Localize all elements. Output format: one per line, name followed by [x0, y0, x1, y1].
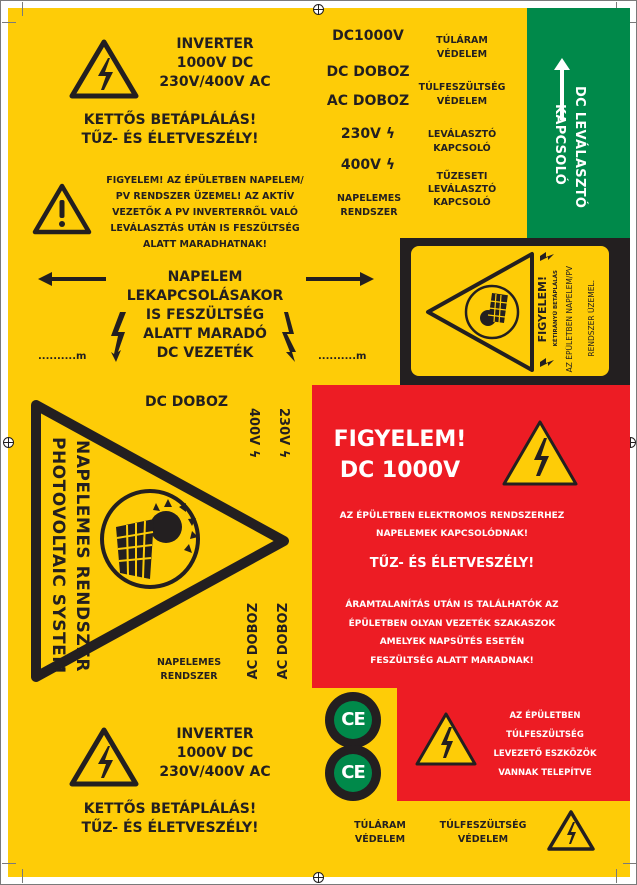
title-line: 1000V DC	[176, 55, 254, 71]
label-400v-rotated: 400V ϟ	[246, 408, 261, 459]
label-dc1000v: DC1000V	[332, 28, 404, 44]
surge-label-text	[480, 707, 610, 783]
cable-line: ALATT MARADÓ	[143, 326, 267, 342]
dc-disconnect-line2: KAPCSOLÓ	[552, 104, 567, 186]
exclamation-triangle-icon	[31, 182, 93, 236]
cable-line: LEKAPCSOLÁSAKOR	[126, 288, 284, 304]
title-line: INVERTER	[176, 726, 254, 742]
title-line: 230V/400V AC	[159, 74, 271, 90]
para-line: AZ ÉPÜLETBEN ELEKTROMOS RENDSZERHEZ	[339, 511, 565, 521]
dark-label-line2: RENDSZER ÜZEMEL.	[587, 280, 596, 357]
lightning-bolt-icon	[540, 252, 554, 266]
crop-mark	[616, 869, 617, 883]
surge-line: VANNAK TELEPÍTVE	[498, 768, 592, 778]
crop-mark	[2, 863, 16, 864]
label-ac-doboz: AC DOBOZ	[326, 93, 410, 109]
label-ac-doboz-rotated-2: AC DOBOZ	[276, 603, 291, 680]
high-voltage-triangle-icon	[413, 710, 479, 770]
label-line: VÉDELEM	[436, 96, 488, 107]
label-line: LEVÁLASZTÓ	[427, 184, 497, 195]
distance-right-field: ..........m	[318, 351, 367, 362]
notice-line: ALATT MARADHATNAK!	[143, 239, 267, 250]
solar-warning-triangle-icon	[420, 248, 540, 376]
red-label-para2	[318, 596, 586, 670]
label-line: KAPCSOLÓ	[433, 197, 491, 208]
surge-line: AZ ÉPÜLETBEN	[509, 711, 581, 721]
warning-text	[70, 111, 270, 149]
registration-mark-icon	[3, 437, 14, 448]
crop-mark	[623, 863, 637, 864]
label-400v: 400V ϟ	[340, 157, 396, 173]
label-line: KAPCSOLÓ	[433, 143, 491, 154]
cable-line: DC VEZETÉK	[156, 345, 254, 361]
dc-disconnect-line1: DC LEVÁLASZTÓ	[572, 86, 587, 209]
notice-line: LEVÁLASZTÁS UTÁN IS FESZÜLTSÉG	[110, 223, 300, 234]
red-label-para1	[318, 507, 586, 543]
distance-left-field: ..........m	[38, 351, 87, 362]
label-line: TÚLÁRAM	[354, 820, 406, 831]
registration-mark-icon	[313, 872, 324, 883]
label-230v: 230V ϟ	[340, 126, 396, 142]
crop-mark	[22, 2, 23, 16]
inverter-title	[150, 35, 280, 92]
crop-mark	[22, 869, 23, 883]
label-tulfeszultseg-vedelem	[412, 81, 512, 109]
label-line: TÚLFESZÜLTSÉG	[418, 82, 506, 93]
label-dc-doboz-2: DC DOBOZ	[145, 394, 229, 410]
label-tuzeseti-levalaszto-kapcsolo	[412, 170, 512, 209]
high-voltage-triangle-icon	[68, 38, 140, 100]
high-voltage-triangle-icon	[68, 726, 140, 788]
red-label-title	[326, 424, 474, 486]
label-levalaszto-kapcsolo	[412, 128, 512, 156]
para-line: AMELYEK NAPSÜTÉS ESETÉN	[379, 637, 525, 647]
label-line: VÉDELEM	[436, 49, 488, 60]
label-line: TÚLÁRAM	[436, 35, 488, 46]
label-line: VÉDELEM	[354, 834, 406, 845]
inverter-title-2	[150, 725, 280, 782]
dark-label-line1: AZ ÉPÜLETBEN NAPELEM/PV	[565, 266, 574, 373]
pv-system-line1: NAPELEMES RENDSZER	[72, 440, 92, 672]
label-230v-rotated: 230V ϟ	[276, 408, 291, 459]
label-line: LEVÁLASZTÓ	[427, 129, 497, 140]
para-line: NAPELEMEK KAPCSOLÓDNAK!	[376, 529, 528, 539]
registration-mark-icon	[313, 4, 324, 15]
lightning-bolt-icon	[540, 358, 554, 372]
warning-text-2	[70, 800, 270, 838]
ce-mark-text: CE	[334, 701, 372, 739]
notice-line: FIGYELEM! AZ ÉPÜLETBEN NAPELEM/	[106, 175, 304, 186]
dark-label-subtitle: KÉTIRÁNYÚ BETÁPLÁLÁS	[553, 270, 559, 347]
label-tulfeszultseg-vedelem-2	[428, 819, 538, 847]
crop-mark	[2, 22, 16, 23]
label-tularam-vedelem	[412, 34, 512, 62]
notice-line: VEZETŐK A PV INVERTERRŐL VALÓ	[112, 207, 298, 218]
para-line: ÉPÜLETBEN OLYAN VEZETÉK SZAKASZOK	[348, 618, 556, 629]
ce-mark-icon	[325, 692, 381, 748]
label-line: VÉDELEM	[457, 834, 509, 845]
ce-mark-icon	[325, 745, 381, 801]
pv-notice-text	[96, 173, 314, 253]
title-line: 1000V DC	[176, 745, 254, 761]
label-ac-doboz-rotated-1: AC DOBOZ	[246, 603, 261, 680]
label-line: NAPELEMES	[156, 657, 222, 668]
surge-line: LEVEZETŐ ESZKÖZÖK	[493, 749, 597, 759]
label-dc-doboz: DC DOBOZ	[326, 64, 410, 80]
notice-line: PV RENDSZER ÜZEMEL! AZ AKTÍV	[115, 191, 295, 202]
high-voltage-triangle-icon	[500, 418, 580, 490]
arrow-left-icon	[38, 272, 106, 286]
title-line: FIGYELEM!	[333, 427, 467, 452]
pv-system-line2: PHOTOVOLTAIC SYSTEM	[48, 437, 68, 674]
arrow-right-icon	[306, 272, 374, 286]
label-line: RENDSZER	[160, 671, 218, 682]
label-line: TÚLFESZÜLTSÉG	[439, 820, 527, 831]
para-line: ÁRAMTALANÍTÁS UTÁN IS TALÁLHATÓK AZ	[345, 600, 559, 610]
title-line: DC 1000V	[339, 458, 461, 483]
surge-line: TÚLFESZÜLTSÉG	[506, 730, 584, 740]
warning-line: TŰZ- ÉS ÉLETVESZÉLY!	[81, 131, 259, 147]
cable-line: IS FESZÜLTSÉG	[145, 307, 265, 323]
ce-mark-text: CE	[334, 754, 372, 792]
red-label-warning: TŰZ- ÉS ÉLETVESZÉLY!	[369, 556, 535, 571]
para-line: FESZÜLTSÉG ALATT MARADNAK!	[370, 655, 534, 666]
high-voltage-triangle-icon	[546, 809, 596, 853]
label-line: TŰZESETI	[436, 171, 488, 182]
warning-line: KETTŐS BETÁPLÁLÁS!	[83, 801, 257, 817]
cable-warning-text	[120, 268, 290, 363]
dark-label-title: FIGYELEM!	[536, 276, 549, 343]
warning-line: TŰZ- ÉS ÉLETVESZÉLY!	[81, 820, 259, 836]
warning-line: KETTŐS BETÁPLÁLÁS!	[83, 112, 257, 128]
label-napelemes-rendszer: NAPELEMES RENDSZER	[336, 193, 402, 218]
title-line: INVERTER	[176, 36, 254, 52]
cable-line: NAPELEM	[167, 269, 243, 285]
label-tularam-vedelem-2	[345, 819, 415, 847]
title-line: 230V/400V AC	[159, 764, 271, 780]
label-napelemes-rendszer-2	[152, 656, 226, 684]
